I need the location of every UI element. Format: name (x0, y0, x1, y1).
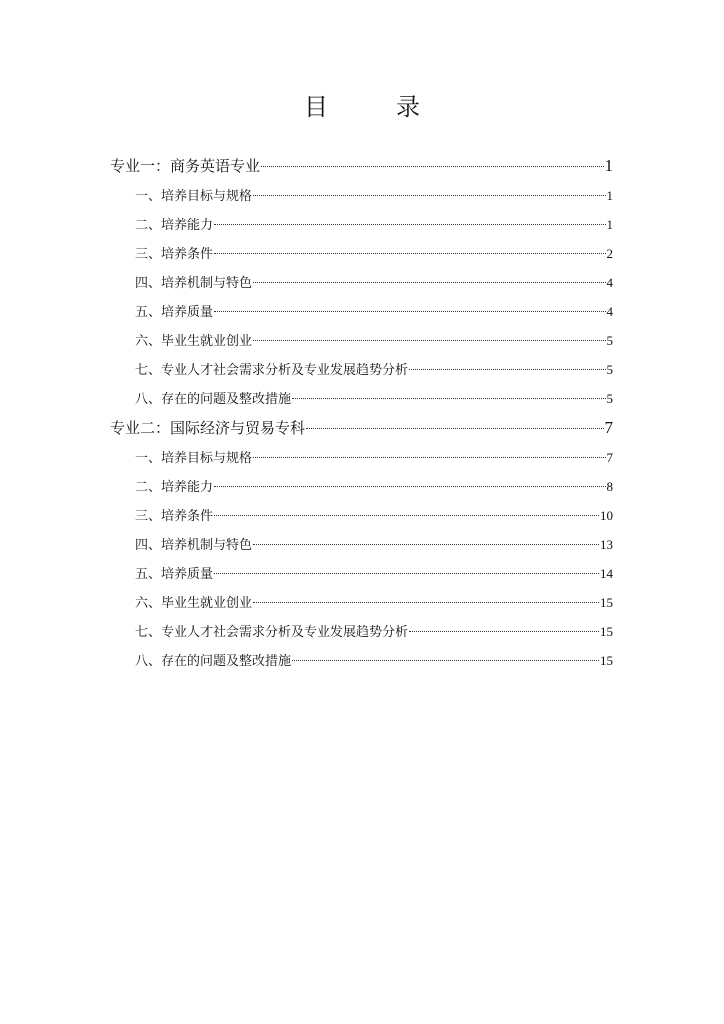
toc-entry-label: 七、专业人才社会需求分析及专业发展趋势分析 (135, 363, 409, 378)
toc-page-number: 1 (606, 188, 613, 203)
dot-leader (253, 602, 599, 603)
toc-page-number: 1 (604, 156, 613, 175)
dot-leader (292, 398, 605, 399)
toc-entry-label: 八、存在的问题及整改措施 (135, 654, 292, 669)
toc-entry[interactable] (110, 530, 613, 559)
toc-page-number: 14 (600, 566, 613, 581)
dot-leader (253, 340, 605, 341)
dot-leader (253, 195, 605, 196)
toc-entry[interactable] (110, 617, 613, 646)
toc-page-number: 4 (606, 304, 613, 319)
dot-leader (292, 660, 599, 661)
toc-entry-label: 四、培养机制与特色 (135, 276, 253, 291)
toc-entry[interactable] (110, 559, 613, 588)
toc-entry-label: 七、专业人才社会需求分析及专业发展趋势分析 (135, 625, 409, 640)
toc-entry[interactable] (110, 646, 613, 675)
toc-page-number: 2 (606, 246, 613, 261)
dot-leader (409, 369, 605, 370)
table-of-contents (110, 151, 613, 675)
dot-leader (214, 311, 605, 312)
dot-leader (214, 224, 605, 225)
toc-entry[interactable] (110, 239, 613, 268)
toc-entry-label: 五、培养质量 (135, 305, 214, 320)
toc-section-label: 专业二：国际经济与贸易专科 (110, 419, 306, 437)
toc-page-number: 4 (606, 275, 613, 290)
toc-entry[interactable] (110, 210, 613, 239)
toc-entry-label: 三、培养条件 (135, 509, 214, 524)
toc-page-number: 7 (606, 450, 613, 465)
toc-entry-label: 一、培养目标与规格 (135, 451, 253, 466)
toc-page-number: 13 (600, 537, 613, 552)
dot-leader (306, 428, 603, 429)
toc-entry-label: 二、培养能力 (135, 218, 214, 233)
toc-page-number: 5 (606, 333, 613, 348)
toc-entry[interactable] (110, 588, 613, 617)
toc-page-number: 15 (600, 595, 613, 610)
dot-leader (214, 253, 605, 254)
toc-entry-label: 二、培养能力 (135, 480, 214, 495)
dot-leader (253, 544, 599, 545)
dot-leader (261, 166, 603, 167)
toc-entry-label: 六、毕业生就业创业 (135, 596, 253, 611)
toc-section-2[interactable] (110, 413, 613, 443)
toc-entry-label: 八、存在的问题及整改措施 (135, 392, 292, 407)
toc-entry-label: 六、毕业生就业创业 (135, 334, 253, 349)
toc-entry-label: 三、培养条件 (135, 247, 214, 262)
dot-leader (253, 282, 605, 283)
toc-title: 目 录 (304, 93, 442, 121)
toc-entry[interactable] (110, 472, 613, 501)
toc-entry[interactable] (110, 326, 613, 355)
toc-entry[interactable] (110, 297, 613, 326)
dot-leader (214, 486, 605, 487)
toc-page-number: 15 (600, 624, 613, 639)
dot-leader (214, 515, 599, 516)
toc-section-label: 专业一：商务英语专业 (110, 157, 261, 175)
dot-leader (409, 631, 599, 632)
toc-page-number: 15 (600, 653, 613, 668)
toc-page-number: 5 (606, 391, 613, 406)
toc-page-number: 10 (600, 508, 613, 523)
toc-entry[interactable] (110, 181, 613, 210)
toc-entry[interactable] (110, 384, 613, 413)
toc-page-number: 8 (606, 479, 613, 494)
toc-page-number: 5 (606, 362, 613, 377)
toc-entry-label: 五、培养质量 (135, 567, 214, 582)
toc-entry[interactable] (110, 355, 613, 384)
toc-page-number: 1 (606, 217, 613, 232)
toc-entry-label: 一、培养目标与规格 (135, 189, 253, 204)
toc-entry[interactable] (110, 268, 613, 297)
toc-section-1[interactable] (110, 151, 613, 181)
dot-leader (253, 457, 605, 458)
toc-entry-label: 四、培养机制与特色 (135, 538, 253, 553)
dot-leader (214, 573, 599, 574)
toc-entry[interactable] (110, 443, 613, 472)
toc-page-number: 7 (604, 418, 613, 437)
toc-entry[interactable] (110, 501, 613, 530)
